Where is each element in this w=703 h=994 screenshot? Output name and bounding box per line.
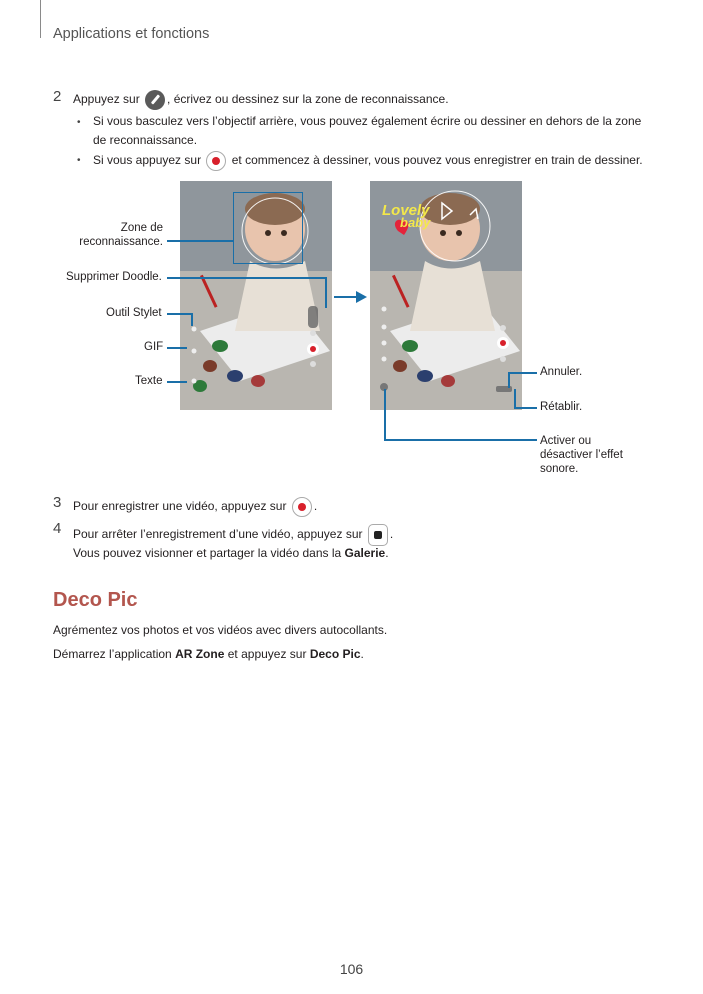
callout-line — [167, 381, 187, 383]
step3-text-end: . — [313, 499, 318, 514]
label-zone-line1: Zone de — [120, 222, 163, 234]
callout-line — [191, 313, 193, 326]
arrow-right-icon — [334, 289, 368, 305]
step2-text — [73, 90, 449, 110]
screenshot-after — [370, 181, 522, 410]
label-zone — [60, 221, 163, 249]
label-sound-line1: Activer ou — [540, 435, 592, 447]
bullet2-before: Si vous appuyez sur — [93, 153, 202, 168]
callout-line — [325, 277, 327, 308]
callout-line — [167, 347, 187, 349]
label-text: Texte — [135, 375, 163, 387]
label-delete-doodle: Supprimer Doodle. — [66, 271, 162, 283]
label-undo: Annuler. — [540, 366, 583, 378]
step-number: 2 — [53, 88, 62, 105]
para2-before: Démarrez l’application — [53, 647, 172, 661]
step3-text-main: Pour enregistrer une vidéo, appuyez sur — [73, 499, 287, 514]
step-number: 3 — [53, 494, 62, 511]
step4-line2 — [73, 545, 389, 561]
recognition-zone-box — [233, 192, 303, 264]
para2-deco-pic: Deco Pic — [309, 647, 361, 661]
label-pen-tool: Outil Stylet — [106, 307, 162, 319]
header-title: Applications et fonctions — [53, 26, 210, 42]
stop-icon — [368, 524, 388, 546]
step2-text-before: Appuyez sur — [73, 92, 140, 107]
section-title: Deco Pic — [53, 589, 138, 611]
label-redo: Rétablir. — [540, 401, 583, 413]
label-gif: GIF — [144, 341, 164, 353]
section-para2 — [53, 646, 364, 662]
bullet2-after: et commencez à dessiner, vous pouvez vous enregistrer en train de dessiner. — [231, 153, 643, 168]
record-icon — [292, 497, 312, 517]
doodle-word-lovely: Lovely — [382, 202, 430, 219]
pen-icon — [145, 90, 165, 110]
bullet-dot: • — [77, 155, 81, 166]
para2-mid: et appuyez sur — [227, 647, 307, 661]
header-rule — [40, 0, 41, 38]
step4-line2-end: . — [385, 546, 389, 560]
step4-text — [73, 524, 393, 546]
callout-line — [508, 372, 537, 374]
step3-text — [73, 497, 317, 517]
label-sound-line3: sonore. — [540, 463, 579, 475]
step4-line2-before: Vous pouvez visionner et partager la vidéo dans la — [73, 546, 342, 560]
section-para1: Agrémentez vos photos et vos vidéos avec divers autocollants. — [53, 623, 388, 637]
record-icon — [206, 151, 226, 171]
galerie-link-text: Galerie — [344, 546, 386, 560]
callout-line — [384, 439, 537, 441]
step4-text-end: . — [389, 527, 394, 542]
callout-line — [167, 277, 326, 279]
doodle-word-baby: baby — [400, 215, 431, 230]
bullet-dot: • — [77, 117, 81, 128]
label-zone-line2: reconnaissance. — [79, 236, 163, 248]
para2-end: . — [360, 647, 364, 661]
page-number: 106 — [339, 961, 364, 977]
para2-ar-zone: AR Zone — [175, 647, 225, 661]
bullet1-line2: de reconnaissance. — [93, 133, 198, 147]
label-sound-line2: désactiver l’effet — [540, 449, 623, 461]
step2-text-after: , écrivez ou dessinez sur la zone de reconnaissance. — [167, 92, 449, 107]
callout-line — [167, 240, 233, 242]
bullet2 — [93, 151, 643, 171]
bullet1-line1: Si vous basculez vers l’objectif arrière, vous pouvez également écrire ou dessiner en dehors de la zone — [93, 114, 642, 128]
callout-line — [508, 372, 510, 388]
callout-line — [514, 407, 537, 409]
callout-line — [384, 389, 386, 440]
step4-text-main: Pour arrêter l’enregistrement d’une vidéo, appuyez sur — [73, 527, 363, 542]
callout-line — [514, 389, 516, 407]
step-number: 4 — [53, 520, 62, 537]
label-sound-effect — [540, 434, 623, 476]
callout-line — [167, 313, 192, 315]
